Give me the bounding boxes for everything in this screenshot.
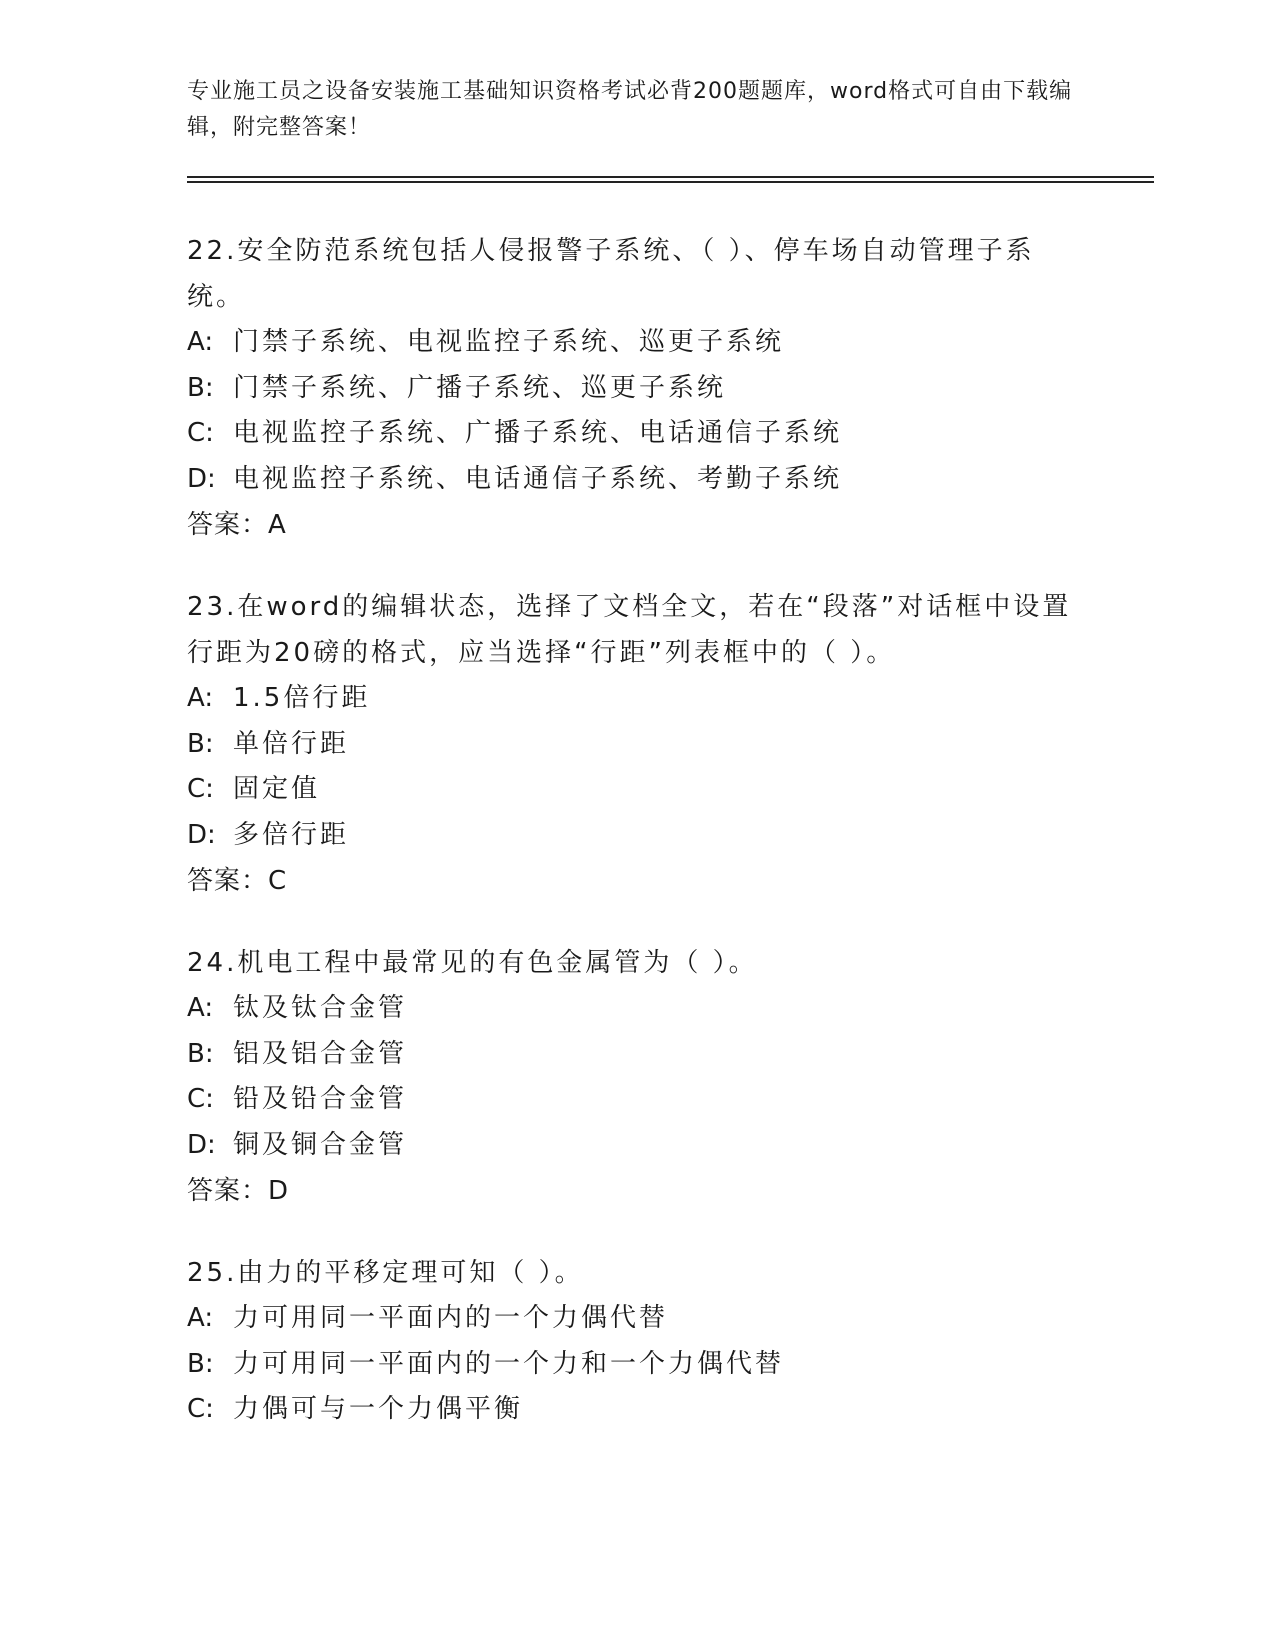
option-a [187,1296,1087,1342]
option-d [187,457,1087,503]
option-letter: C: [187,774,214,804]
option-d [187,1123,1087,1169]
option-letter: B: [187,728,214,759]
option-letter: D: [187,819,216,850]
option-a [187,676,1087,722]
option-a [187,320,1087,366]
option-c [187,1077,1087,1123]
option-text: 力偶可与一个力偶平衡 [233,1394,524,1424]
option-text: 铅及铅合金管 [233,1084,408,1114]
option-letter: B: [187,1348,214,1379]
answer-line: 答案：A [187,510,287,540]
question-22 [187,228,1087,548]
header-rule-bottom [187,181,1154,183]
question-stem: 23.在word的编辑状态，选择了文档全文，若在“段落”对话框中设置行距为20磅的格式，应当选择“行距”列表框中的（ ）。 [187,592,1072,668]
option-letter: B: [187,372,214,403]
option-text: 电视监控子系统、广播子系统、电话通信子系统 [233,418,843,448]
option-c [187,1387,1087,1433]
option-letter: D: [187,1129,216,1160]
option-d [187,813,1087,859]
question-stem: 24.机电工程中最常见的有色金属管为（ ）。 [187,948,758,978]
question-stem: 22.安全防范系统包括人侵报警子系统、（ ）、停车场自动管理子系统。 [187,236,1035,312]
question-25 [187,1250,1087,1433]
option-letter: C: [187,418,214,448]
option-letter: A: [187,683,214,713]
header-rule-top [187,176,1154,178]
option-text: 多倍行距 [233,819,350,850]
option-b [187,1032,1087,1078]
option-letter: A: [187,993,214,1023]
option-c [187,411,1087,457]
answer-line: 答案：C [187,866,288,896]
option-text: 单倍行距 [233,728,350,759]
question-24 [187,940,1087,1214]
document-header: 专业施工员之设备安装施工基础知识资格考试必背200题题库，word格式可自由下载编辑，附完整答案！ [187,79,1073,140]
option-letter: A: [187,327,214,357]
option-text: 固定值 [233,774,321,804]
option-text: 门禁子系统、广播子系统、巡更子系统 [233,372,727,403]
question-23 [187,584,1087,904]
answer-line: 答案：D [187,1176,290,1206]
option-letter: D: [187,463,216,494]
option-b [187,1342,1087,1388]
option-text: 1.5倍行距 [233,683,371,713]
option-text: 铜及铜合金管 [233,1129,408,1160]
option-text: 钛及钛合金管 [233,993,408,1023]
option-letter: C: [187,1084,214,1114]
option-b [187,366,1087,412]
option-text: 铝及铝合金管 [233,1038,408,1069]
option-letter: A: [187,1303,214,1333]
option-b [187,722,1087,768]
option-text: 电视监控子系统、电话通信子系统、考勤子系统 [233,463,843,494]
question-list [187,228,1087,1469]
option-text: 门禁子系统、电视监控子系统、巡更子系统 [233,327,785,357]
option-letter: C: [187,1394,214,1424]
option-letter: B: [187,1038,214,1069]
option-a [187,986,1087,1032]
option-text: 力可用同一平面内的一个力偶代替 [233,1303,669,1333]
option-text: 力可用同一平面内的一个力和一个力偶代替 [233,1348,785,1379]
option-c [187,767,1087,813]
question-stem: 25.由力的平移定理可知（ ）。 [187,1258,584,1288]
